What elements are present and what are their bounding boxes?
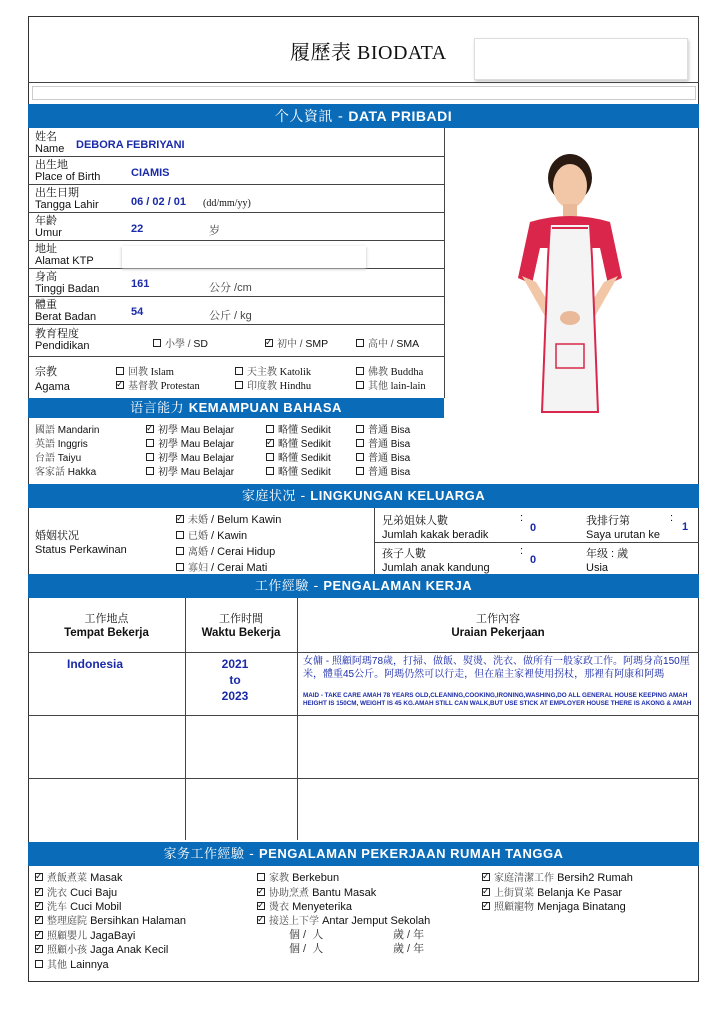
siblings-colon: : — [520, 512, 524, 524]
children-age-label: 年级 : 歲 Usia — [586, 548, 629, 574]
address-value — [122, 246, 366, 268]
religion-katolik[interactable]: 天主教 Katolik — [235, 363, 311, 378]
age-label: 年齡 Umur — [35, 215, 62, 239]
hh-age-2: 歲 / 年 — [393, 943, 425, 955]
lang-hakka-little[interactable]: 略懂 Sedikit — [266, 463, 331, 478]
lang-row-mandarin: 國語 Mandarin — [35, 425, 100, 436]
dob-value: 06 / 02 / 01 — [131, 196, 187, 208]
section-header-language: 语言能力 KEMAMPUAN BAHASA — [28, 398, 444, 418]
lang-taiyu-fluent[interactable]: 普通 Bisa — [356, 449, 410, 464]
hh-cuci-baju[interactable]: ✓洗衣 Cuci Baju — [35, 884, 117, 899]
lang-mandarin-fluent[interactable]: 普通 Bisa — [356, 421, 410, 436]
name-label: 姓名 Name — [35, 131, 65, 155]
hh-binatang[interactable]: ✓照顧寵物 Menjaga Binatang — [482, 898, 626, 913]
hh-menyeterika[interactable]: ✓燙衣 Menyeterika — [257, 898, 352, 913]
education-label: 教育程度 Pendidikan — [35, 328, 90, 352]
children-value: 0 — [530, 554, 537, 566]
work-col-place: 工作地点 Tempat Bekerja — [64, 613, 149, 639]
hh-halaman[interactable]: ✓整理庭院 Bersihkan Halaman — [35, 912, 186, 927]
section-header-family: 家庭状况 - LINGKUNGAN KELUARGA — [28, 484, 699, 508]
edu-smp-checkbox[interactable] — [265, 339, 273, 347]
age-value: 22 — [131, 223, 144, 235]
section-header-personal: 个人資訊 - DATA PRIBADI — [28, 104, 699, 128]
work-desc-en: MAID - TAKE CARE AMAH 78 YEARS OLD,CLEANING,COOKING,IRONING,WASHING,DO ALL GENERAL HOUSE KEEPING AMAH HEIGHT IS 150CM, WEIGHT IS 45 KG.AMAH STILL CAN WALK,BUT USE STICK AT EMPLOYER HOUSE THERE IS AKONG & AMAH — [303, 692, 692, 707]
lang-row-hakka: 客家話 Hakka — [35, 467, 97, 478]
edu-sd-checkbox[interactable] — [153, 339, 161, 347]
work-place: Indonesia — [67, 657, 124, 671]
religion-lain[interactable]: 其他 lain-lain — [356, 377, 426, 392]
rank-colon: : — [670, 512, 674, 524]
hh-bersih-rumah[interactable]: ✓家庭清潔工作 Bersih2 Rumah — [482, 869, 633, 884]
rank-label: 我排行第 Saya urutan ke — [586, 515, 660, 541]
name-value: DEBORA FEBRIYANI — [76, 139, 185, 151]
religion-islam[interactable]: 回教 Islam — [116, 363, 174, 378]
siblings-label: 兄弟姐妹人數 Jumlah kakak beradik — [382, 515, 489, 541]
edu-option-sma[interactable]: 高中 / SMA — [356, 335, 419, 350]
hh-jaga-bayi[interactable]: ✓照顧嬰儿 JagaBayi — [35, 927, 135, 942]
section-header-household: 家务工作經驗 - PENGALAMAN PEKERJAAN RUMAH TANGGA — [28, 842, 699, 866]
address-label: 地址 Alamat KTP — [35, 243, 94, 267]
edu-option-smp[interactable]: ✓ 初中 / SMP — [265, 335, 328, 350]
lang-mandarin-learn[interactable]: ✓初學 Mau Belajar — [146, 421, 234, 436]
religion-buddha[interactable]: 佛教 Buddha — [356, 363, 423, 378]
weight-value: 54 — [131, 306, 144, 318]
weight-label: 體重 Berat Badan — [35, 299, 97, 323]
religion-protestan[interactable]: ✓基督教 Protestan — [116, 377, 200, 392]
weight-unit: 公斤 / kg — [209, 310, 252, 322]
hh-bantu-masak[interactable]: ✓协助烹煮 Bantu Masak — [257, 884, 376, 899]
lang-inggris-learn[interactable]: 初學 Mau Belajar — [146, 435, 234, 450]
marital-widowed[interactable]: 寡妇 / Cerai Mati — [176, 559, 267, 574]
dob-label: 出生日期 Tangga Lahir — [35, 187, 99, 211]
lang-hakka-learn[interactable]: 初學 Mau Belajar — [146, 463, 234, 478]
hh-lainnya[interactable]: 其他 Lainnya — [35, 956, 109, 971]
lang-mandarin-little[interactable]: 略懂 Sedikit — [266, 421, 331, 436]
hh-jaga-anak[interactable]: ✓照顧小孩 Jaga Anak Kecil — [35, 941, 168, 956]
edu-option-sd[interactable]: 小學 / SD — [153, 335, 208, 350]
hh-count-2: 個 / 人 — [289, 943, 324, 955]
pob-label: 出生地 Place of Birth — [35, 159, 101, 183]
pob-value: CIAMIS — [131, 167, 170, 179]
work-col-time: 工作时間 Waktu Bekerja — [201, 613, 281, 639]
marital-label: 婚姻状况 Status Perkawinan — [35, 530, 127, 556]
lang-hakka-fluent[interactable]: 普通 Bisa — [356, 463, 410, 478]
height-value: 161 — [131, 278, 150, 290]
page-title: 履歷表 BIODATA — [290, 42, 447, 64]
marital-divorced[interactable]: 离婚 / Cerai Hidup — [176, 543, 275, 558]
age-unit: 岁 — [209, 225, 220, 237]
rank-value: 1 — [682, 521, 689, 533]
lang-inggris-fluent[interactable]: 普通 Bisa — [356, 435, 410, 450]
title-stamp-box — [474, 38, 688, 80]
hh-cuci-mobil[interactable]: ✓洗车 Cuci Mobil — [35, 898, 121, 913]
hh-masak[interactable]: ✓煮飯煮菜 Masak — [35, 869, 122, 884]
work-period: 2021 to 2023 — [221, 657, 249, 703]
hh-antar-jemput[interactable]: ✓接送上下学 Antar Jemput Sekolah — [257, 912, 430, 927]
lang-inggris-little[interactable]: ✓略懂 Sedikit — [266, 435, 331, 450]
hh-berkebun[interactable]: 家教 Berkebun — [257, 869, 339, 884]
section-header-work: 工作經驗 - PENGALAMAN KERJA — [28, 574, 699, 598]
lang-taiyu-learn[interactable]: 初學 Mau Belajar — [146, 449, 234, 464]
lang-row-inggris: 英語 Inggris — [35, 439, 88, 450]
marital-single[interactable]: ✓未婚 / Belum Kawin — [176, 511, 281, 526]
hh-belanja[interactable]: ✓上街買菜 Belanja Ke Pasar — [482, 884, 622, 899]
religion-hindhu[interactable]: 印度教 Hindhu — [235, 377, 311, 392]
marital-married[interactable]: 已婚 / Kawin — [176, 527, 247, 542]
title-separator — [32, 86, 696, 100]
children-colon: : — [520, 545, 524, 557]
height-label: 身高 Tinggi Badan — [35, 271, 100, 295]
lang-row-taiyu: 台語 Taiyu — [35, 453, 82, 464]
hh-age-1: 歲 / 年 — [393, 929, 425, 941]
work-col-desc: 工作內容 Uraian Pekerjaan — [451, 613, 545, 639]
applicant-photo — [500, 148, 640, 414]
hh-count-1: 個 / 人 — [289, 929, 324, 941]
dob-format: (dd/mm/yy) — [203, 198, 251, 209]
height-unit: 公分 /cm — [209, 282, 252, 294]
children-label: 孩子人數 Jumlah anak kandung — [382, 548, 490, 574]
lang-taiyu-little[interactable]: 略懂 Sedikit — [266, 449, 331, 464]
work-desc-cn: 女傭 - 照顧阿瑪78歲，打掃、做飯、熨燙、洗衣、做所有一般家政工作。阿瑪身高150厘米，體重45公斤。阿瑪仍然可以行走，但在雇主家裡使用拐杖，那裡有阿康和阿瑪 — [303, 656, 690, 680]
siblings-value: 0 — [530, 522, 537, 534]
religion-label: 宗教 Agama — [35, 366, 70, 393]
edu-sma-checkbox[interactable] — [356, 339, 364, 347]
